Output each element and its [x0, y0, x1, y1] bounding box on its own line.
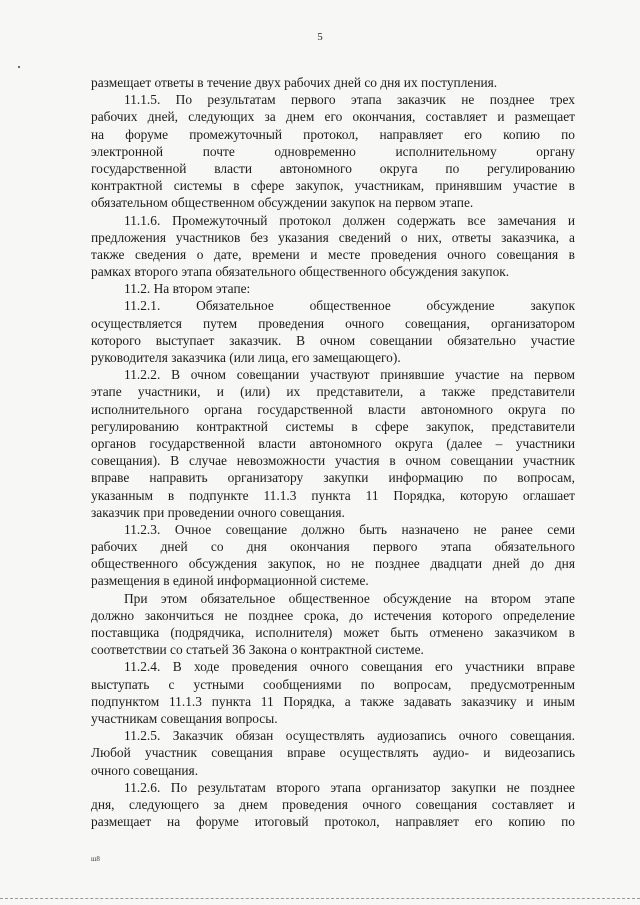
text-line: размещения в единой информационной системе. [91, 573, 369, 589]
text-line: указанным в подпункте 11.1.3 пункта 11 Порядка, которую оглашает [91, 487, 575, 503]
text-line: рабочих дней со дня окончания первого этапа обязательного [91, 539, 575, 555]
text-line: подпунктом 11.1.3 пункта 11 Порядка, а также задавать заказчику и иным [91, 693, 575, 709]
text-line: рамках второго этапа обязательного общественного обсуждения закупок. [91, 264, 510, 280]
text-line: 11.2.5. Заказчик обязан осуществлять аудиозапись очного совещания. [124, 728, 575, 744]
text-line: дня, следующего за днем проведения очного совещания составляет и [91, 796, 575, 812]
text-line: которого выступает заказчик. В очном совещании обязательно участие [91, 332, 575, 348]
text-line: также сведения о дате, времени и месте проведения очного совещания в [91, 246, 575, 262]
paragraph [91, 658, 575, 727]
text-line: 11.2.1. Обязательное общественное обсуждение закупок [124, 298, 575, 314]
text-line: вправе направить организатору закупки информацию по вопросам, [91, 470, 575, 486]
text-line: осуществляется путем проведения очного совещания, организатором [91, 315, 575, 331]
document-body [91, 74, 575, 830]
text-line: должно закончиться не позднее срока, до истечения которого определение [91, 607, 575, 623]
text-line: Любой участник совещания вправе осуществлять аудио- и видеозапись [91, 745, 575, 761]
scan-edge-line [0, 898, 640, 900]
text-line: обязательном общественном обсуждении закупок на первом этапе. [91, 195, 474, 211]
text-line: руководителя заказчика (или лица, его замещающего). [91, 350, 401, 365]
scan-speck [18, 66, 20, 68]
text-line: 11.2.2. В очном совещании участвуют принявшие участие на первом [124, 367, 575, 383]
page-number: 5 [317, 31, 323, 43]
text-line: этапе участники, и (или) их представители, а также представители [91, 384, 575, 400]
text-line: органов государственной власти автономного округа (далее – участники [91, 435, 575, 451]
text-line: При этом обязательное общественное обсуждение на втором этапе [124, 590, 575, 606]
text-line: электронной почте одновременно исполнительному органу [91, 143, 575, 159]
paragraph [91, 280, 575, 297]
paragraph [91, 779, 575, 831]
text-line: заказчик при проведении очного совещания. [91, 504, 345, 520]
text-line: предложения участников без указания сведений о них, ответы заказчика, а [91, 229, 575, 245]
text-line: 11.2.4. В ходе проведения очного совещания его участники вправе [124, 659, 575, 675]
text-line: рабочих дней, следующих за днем его окончания, составляет и размещает [91, 109, 575, 125]
text-line: поставщика (подрядчика, исполнителя) может быть отменено заказчиком в [91, 625, 575, 640]
text-line: очного совещания. [91, 762, 199, 778]
paragraph [91, 521, 575, 590]
text-line: размещает на форуме итоговый протокол, направляет его копию по [91, 814, 575, 830]
paragraph [91, 91, 575, 211]
text-line: контрактной системы в сфере закупок, участникам, принявшим участие в [91, 178, 575, 194]
paragraph [91, 366, 575, 521]
paragraph [91, 727, 575, 779]
text-line: 11.1.5. По результатам первого этапа заказчик не позднее трех [124, 92, 575, 108]
paragraph [91, 297, 575, 366]
paragraph [91, 212, 575, 281]
text-line: участникам совещания вопросы. [91, 710, 278, 726]
paragraph [91, 590, 575, 659]
text-line: 11.2.6. По результатам второго этапа организатор закупки не позднее [124, 779, 575, 795]
text-line: на форуме промежуточный протокол, направляет его копию по [91, 126, 575, 142]
text-line: общественного обсуждения закупок, но не позднее двадцати дней до дня [91, 556, 575, 572]
text-line: размещает ответы в течение двух рабочих дней со дня их поступления. [91, 75, 498, 90]
footer-mark: ш8 [91, 855, 100, 863]
text-line: регулированию контрактной системы в сфере закупок, представители [91, 418, 575, 434]
text-line: 11.2.3. Очное совещание должно быть назначено не ранее семи [124, 521, 575, 537]
text-line: выступать с устными сообщениями по вопросам, предусмотренным [91, 676, 575, 692]
text-line: совещания). В случае невозможности участия в очном совещании участник [91, 453, 575, 469]
text-line: 11.2. На втором этапе: [124, 281, 251, 297]
text-line: 11.1.6. Промежуточный протокол должен содержать все замечания и [124, 212, 575, 228]
paragraph [91, 74, 575, 91]
text-line: исполнительного органа государственной власти автономного округа по [91, 401, 575, 417]
text-line: соответствии со статьей 36 Закона о контрактной системе. [91, 642, 424, 658]
text-line: государственной власти автономного округа по регулированию [91, 160, 575, 176]
